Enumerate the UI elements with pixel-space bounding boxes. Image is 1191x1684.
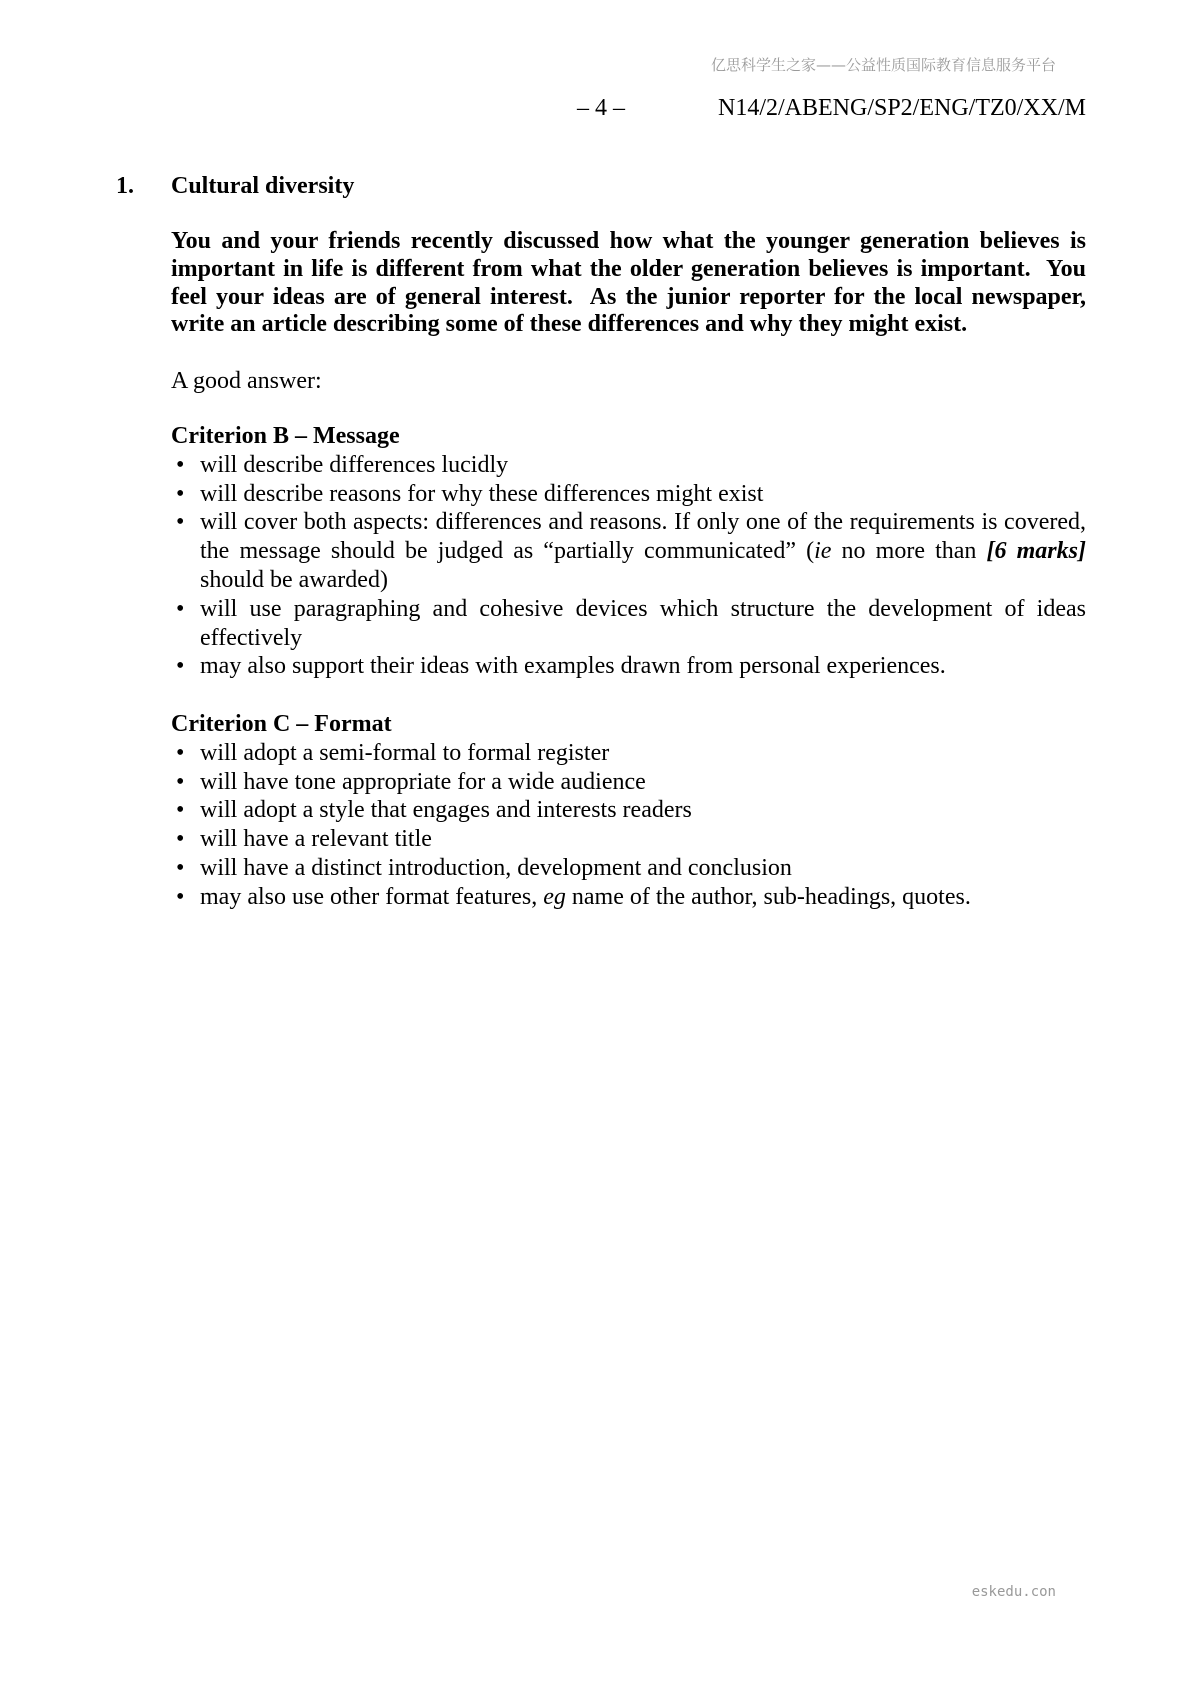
- list-item-text: [200, 768, 1086, 797]
- list-item: [171, 480, 1086, 509]
- criterion-b-section: [171, 422, 1086, 681]
- list-item-text: [200, 595, 1086, 653]
- criterion-c-heading: Criterion C – Format: [171, 711, 392, 737]
- question-prompt: You and your friends recently discussed how what the younger generation believes is important in life is different from what the older generation believes is important. You feel your ideas are of general interest. As the junior reporter for the local newspaper, write an article describing some of these differences and why they might exist.: [171, 228, 1092, 338]
- list-item: [171, 768, 1086, 797]
- list-item: [171, 508, 1086, 594]
- list-item: [171, 854, 1086, 883]
- list-item-text: [200, 854, 1086, 883]
- paper-code: N14/2/ABENG/SP2/ENG/TZ0/XX/M: [717, 95, 1086, 121]
- list-item-text: [200, 652, 1086, 681]
- text-run: will adopt a style that engages and interests readers: [200, 797, 692, 824]
- list-item-text: [200, 451, 1086, 480]
- question-title: Cultural diversity: [171, 173, 355, 199]
- text-run: will describe reasons for why these differences might exist: [200, 480, 764, 507]
- bullet-marker: [171, 480, 200, 509]
- list-item: [171, 652, 1086, 681]
- page-number: – 4 –: [577, 95, 625, 121]
- watermark-top: 亿思科学生之家——公益性质国际教育信息服务平台: [710, 56, 1056, 74]
- answer-intro: A good answer:: [171, 368, 322, 394]
- italic-abbreviation: ie: [814, 538, 832, 565]
- text-run: will cover both aspects: differences and reasons. If only one of the requirements is covered, the message should be judged as “partially communicated” (: [200, 509, 1086, 565]
- bullet-marker: [171, 854, 200, 883]
- bullet-marker: [171, 796, 200, 825]
- bullet-marker: [171, 825, 200, 854]
- text-run: may also support their ideas with examples drawn from personal experiences.: [200, 653, 946, 680]
- text-run: will use paragraphing and cohesive devices which structure the development of ideas effectively: [200, 595, 1086, 651]
- text-run: may also use other format features,: [200, 883, 544, 910]
- marks-label: [6 marks]: [986, 538, 1086, 565]
- list-item-text: [200, 508, 1086, 594]
- list-item-text: [200, 825, 1086, 854]
- list-item: [171, 595, 1086, 653]
- list-item-text: [200, 739, 1086, 768]
- list-item: [171, 739, 1086, 768]
- list-item: [171, 883, 1086, 912]
- italic-abbreviation: eg: [543, 883, 566, 910]
- watermark-bottom: eskedu.con: [971, 1584, 1056, 1600]
- text-run: name of the author, sub-headings, quotes.: [565, 883, 971, 910]
- criterion-c-section: [171, 710, 1086, 912]
- bullet-marker: [171, 652, 200, 681]
- bullet-marker: [171, 883, 200, 912]
- text-run: will adopt a semi-formal to formal register: [200, 739, 610, 766]
- text-run: no more than: [831, 538, 987, 565]
- bullet-marker: [171, 451, 200, 480]
- text-run: will have a distinct introduction, development and conclusion: [200, 854, 792, 881]
- text-run: will have tone appropriate for a wide audience: [200, 768, 646, 795]
- text-run: will have a relevant title: [200, 826, 432, 853]
- bullet-marker: [171, 595, 200, 624]
- bullet-marker: [171, 739, 200, 768]
- list-item: [171, 796, 1086, 825]
- list-item: [171, 451, 1086, 480]
- question-number: 1.: [116, 173, 134, 199]
- text-run: should be awarded): [200, 566, 388, 593]
- bullet-marker: [171, 508, 200, 537]
- text-run: will describe differences lucidly: [200, 451, 509, 478]
- bullet-marker: [171, 768, 200, 797]
- criterion-b-heading: Criterion B – Message: [171, 423, 400, 449]
- list-item-text: [200, 883, 1086, 912]
- list-item-text: [200, 480, 1086, 509]
- list-item-text: [200, 796, 1086, 825]
- list-item: [171, 825, 1086, 854]
